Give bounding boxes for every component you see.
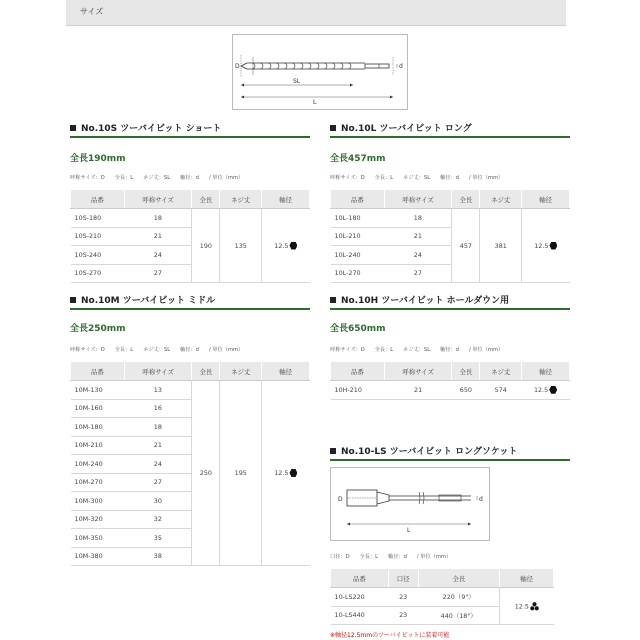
size-cell: 24: [124, 455, 192, 474]
legend-item: 軸径：d: [180, 175, 199, 181]
section-10m-rule: [70, 308, 310, 310]
screw-length: 135: [220, 209, 262, 283]
part-number: 10M-210: [71, 436, 125, 455]
section-10s-title-text: No.10S ツーバイビット ショート: [81, 124, 222, 134]
part-number: 10S-270: [71, 264, 125, 283]
section-10l-title-text: No.10L ツーバイビット ロング: [341, 124, 472, 134]
table-10l: [330, 189, 570, 283]
header-cell: 品番: [331, 569, 389, 588]
screw-length: 195: [220, 381, 262, 566]
table-row: [71, 209, 310, 228]
size-cell: 21: [384, 381, 452, 400]
hex-shank-icon: [549, 386, 557, 394]
legend-item: ネジ丈：SL: [403, 347, 431, 353]
size-cell: 21: [124, 227, 192, 246]
legend-item: ネジ丈：SL: [403, 175, 431, 181]
table-row: [331, 209, 570, 228]
section-10h-length: 全長650mm: [330, 324, 386, 334]
shaft-cell: [522, 209, 570, 283]
header-cell: 全長: [418, 569, 500, 588]
triangle-shank-icon: [530, 602, 539, 611]
bullet-square: [330, 125, 336, 131]
size-cell: 24: [384, 246, 452, 265]
size-cell: 32: [124, 510, 192, 529]
section-10l-title: [330, 121, 472, 134]
section-10ls-title: [330, 444, 517, 457]
legend-item: / 単位（mm）: [468, 175, 504, 181]
total-length: 457: [452, 209, 480, 283]
header-cell: 品番: [331, 190, 385, 209]
section-10m-title-text: No.10M ツーバイビット ミドル: [81, 296, 216, 306]
header-cell: ネジ丈: [220, 362, 262, 381]
table-row: [331, 381, 570, 400]
legend-item: 呼称サイズ：D: [330, 175, 365, 181]
bullet-square: [70, 125, 76, 131]
header-cell: 軸径: [262, 362, 310, 381]
total-length: 650: [452, 381, 480, 400]
hex-shank-icon: [549, 242, 557, 250]
size-cell: 13: [124, 381, 192, 400]
part-number: 10M-270: [71, 473, 125, 492]
header-cell: 呼称サイズ: [384, 362, 452, 381]
section-10s-legend: [70, 174, 253, 181]
header-cell: 品番: [71, 190, 125, 209]
header-cell: 全長: [192, 362, 220, 381]
size-cell: 35: [124, 529, 192, 548]
table-row: [331, 588, 554, 607]
socket-label-d: D: [338, 496, 343, 503]
legend-item: 全長：L: [374, 347, 394, 353]
section-10l-length: 全長457mm: [330, 154, 386, 164]
size-cell: 27: [384, 264, 452, 283]
legend-item: 呼称サイズ：D: [70, 175, 105, 181]
part-number: 10-LS220: [331, 588, 389, 607]
part-number: 10M-320: [71, 510, 125, 529]
table-row: [71, 381, 310, 400]
compatibility-note: ※軸径12.5mmのツーバイビットに装着可能: [330, 632, 450, 639]
socket-diagram-svg: [331, 468, 489, 540]
size-cell: 16: [124, 399, 192, 418]
size-cell: 30: [124, 492, 192, 511]
header-cell: 軸径: [500, 569, 554, 588]
section-10l-legend: [330, 174, 513, 181]
shaft-value: 12.5: [533, 385, 549, 394]
legend-item: ネジ丈：SL: [143, 347, 171, 353]
total-length: 190: [192, 209, 220, 283]
socket-label-d-small: d: [479, 496, 483, 503]
part-number: 10S-180: [71, 209, 125, 228]
size-cell: 38: [124, 547, 192, 566]
legend-item: 全長：L: [114, 175, 134, 181]
part-number: 10-LS440: [331, 606, 389, 625]
size-cell: 18: [124, 209, 192, 228]
header-cell: ネジ丈: [480, 190, 522, 209]
legend-item: 軸径：d: [440, 347, 459, 353]
header-cell: 軸径: [522, 190, 570, 209]
header-cell: 呼称サイズ: [124, 190, 192, 209]
part-number: 10M-380: [71, 547, 125, 566]
section-10h-legend: [330, 346, 513, 353]
diagram-label-sl: SL: [293, 78, 301, 85]
section-header-title: サイズ: [80, 7, 104, 16]
section-header: [66, 0, 566, 26]
total-length: 220（9"）: [418, 588, 500, 607]
section-10s-title: [70, 121, 221, 134]
part-number: 10M-180: [71, 418, 125, 437]
header-cell: 全長: [192, 190, 220, 209]
table-header-row: [71, 190, 310, 209]
shaft-value: 12.5: [274, 241, 289, 250]
table-10s: [70, 189, 310, 283]
legend-item: 口径：D: [330, 554, 350, 560]
header-cell: 呼称サイズ: [124, 362, 192, 381]
section-10s-length: 全長190mm: [70, 154, 126, 164]
section-10m-title: [70, 293, 215, 306]
header-cell: ネジ丈: [480, 362, 522, 381]
part-number: 10H-210: [331, 381, 385, 400]
legend-item: 軸径：d: [180, 347, 199, 353]
part-number: 10S-240: [71, 246, 125, 265]
section-10ls-title-text: No.10-LS ツーバイビット ロングソケット: [341, 447, 518, 457]
header-cell: 全長: [452, 362, 480, 381]
header-cell: 軸径: [262, 190, 310, 209]
table-10m: [70, 361, 310, 566]
legend-item: 全長：L: [374, 175, 394, 181]
part-number: 10M-300: [71, 492, 125, 511]
legend-item: / 単位（mm）: [208, 175, 244, 181]
size-cell: 21: [384, 227, 452, 246]
bore-cell: 23: [388, 606, 418, 625]
table-header-row: [331, 569, 554, 588]
legend-item: / 単位（mm）: [416, 554, 452, 560]
header-cell: 呼称サイズ: [384, 190, 452, 209]
header-cell: ネジ丈: [220, 190, 262, 209]
bullet-square: [330, 297, 336, 303]
bullet-square: [330, 448, 336, 454]
section-10ls-rule: [330, 459, 570, 461]
section-10h-title-text: No.10H ツーバイビット ホールダウン用: [341, 296, 510, 306]
table-header-row: [331, 190, 570, 209]
section-10m-legend: [70, 346, 253, 353]
bit-diagram-svg: [233, 35, 407, 109]
shaft-value: 12.5: [534, 241, 549, 250]
section-10ls-legend: [330, 553, 461, 560]
table-header-row: [331, 362, 570, 381]
part-number: 10L-180: [331, 209, 385, 228]
total-length: 250: [192, 381, 220, 566]
diagram-label-l: L: [313, 99, 317, 106]
bit-diagram: [232, 34, 408, 110]
diagram-label-d-small: d: [399, 63, 403, 70]
legend-item: 呼称サイズ：D: [70, 347, 105, 353]
part-number: 10L-270: [331, 264, 385, 283]
part-number: 10M-130: [71, 381, 125, 400]
legend-item: ネジ丈：SL: [143, 175, 171, 181]
socket-diagram: [330, 467, 490, 541]
bullet-square: [70, 297, 76, 303]
shaft-cell: [500, 588, 554, 625]
size-cell: 18: [124, 418, 192, 437]
part-number: 10M-240: [71, 455, 125, 474]
legend-item: 全長：L: [114, 347, 134, 353]
size-cell: 24: [124, 246, 192, 265]
legend-item: 軸径：d: [440, 175, 459, 181]
size-cell: 21: [124, 436, 192, 455]
section-10h-title: [330, 293, 509, 306]
size-cell: 27: [124, 264, 192, 283]
header-cell: 品番: [71, 362, 125, 381]
section-10l-rule: [330, 136, 570, 138]
shaft-cell: [262, 381, 310, 566]
diagram-label-d: D: [235, 63, 240, 70]
legend-item: 全長：L: [359, 554, 379, 560]
total-length: 440（18"）: [418, 606, 500, 625]
screw-length: 574: [480, 381, 522, 400]
part-number: 10L-240: [331, 246, 385, 265]
legend-item: / 単位（mm）: [208, 347, 244, 353]
section-10h-rule: [330, 308, 570, 310]
part-number: 10S-210: [71, 227, 125, 246]
size-cell: 18: [384, 209, 452, 228]
table-10h: [330, 361, 570, 400]
legend-item: 軸径：d: [388, 554, 407, 560]
hex-shank-icon: [289, 242, 297, 250]
socket-label-l: L: [407, 527, 411, 534]
shaft-value: 12.5: [514, 602, 529, 610]
legend-item: / 単位（mm）: [468, 347, 504, 353]
header-cell: 全長: [452, 190, 480, 209]
part-number: 10L-210: [331, 227, 385, 246]
part-number: 10M-160: [71, 399, 125, 418]
header-cell: 口径: [388, 569, 418, 588]
shaft-value: 12.5: [274, 469, 289, 477]
legend-item: 呼称サイズ：D: [330, 347, 365, 353]
bore-cell: 23: [388, 588, 418, 607]
table-10ls: [330, 568, 554, 625]
hex-shank-icon: [289, 469, 297, 477]
table-header-row: [71, 362, 310, 381]
header-cell: 軸径: [522, 362, 570, 381]
shaft-cell: [262, 209, 310, 283]
part-number: 10M-350: [71, 529, 125, 548]
section-10m-length: 全長250mm: [70, 324, 126, 334]
size-cell: 27: [124, 473, 192, 492]
header-cell: 品番: [331, 362, 385, 381]
shaft-cell: [522, 381, 570, 400]
section-10s-rule: [70, 136, 310, 138]
screw-length: 381: [480, 209, 522, 283]
